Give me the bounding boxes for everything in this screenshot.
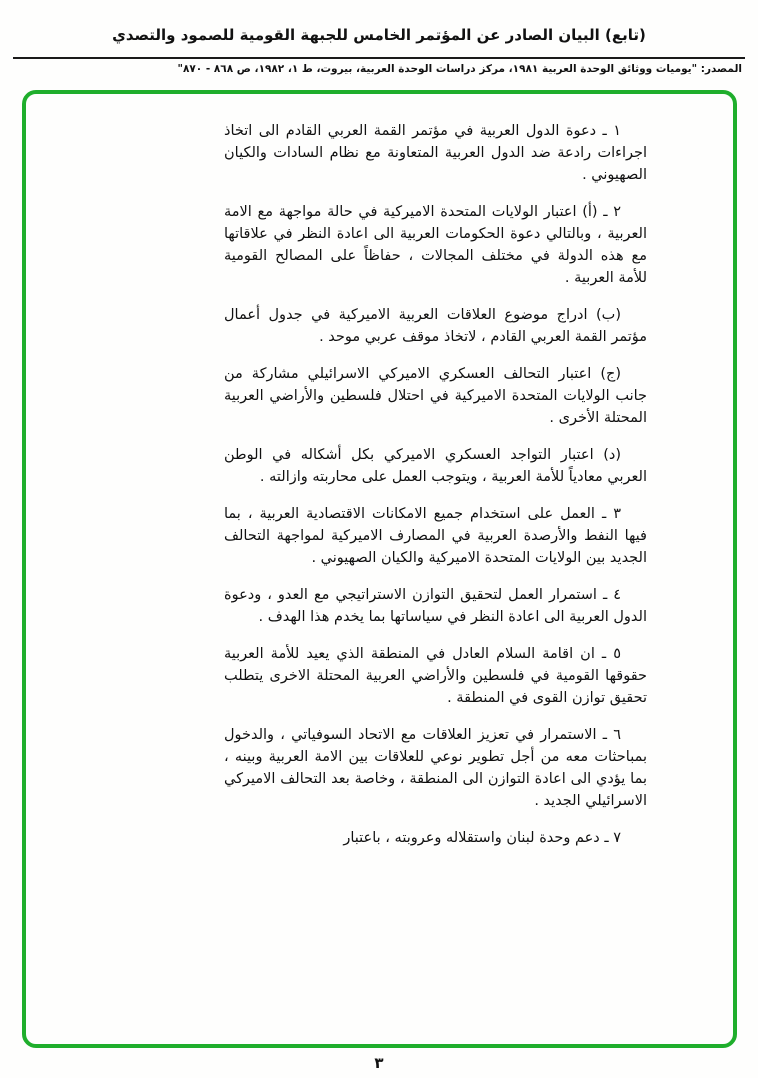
paragraph-2c: (ج) اعتبار التحالف العسكري الاميركي الاسرائيلي مشاركة من جانب الولايات المتحدة الاميركية في احتلال فلسطين والأراضي العربية المحتلة الأخرى . bbox=[224, 366, 647, 426]
paragraph-7: ٧ ـ دعم وحدة لبنان واستقلاله وعروبته ، باعتبار bbox=[343, 830, 621, 846]
green-border-frame bbox=[22, 90, 737, 1048]
paragraph-6: ٦ ـ الاستمرار في تعزيز العلاقات مع الاتحاد السوفياتي ، والدخول بمباحثات معه من أجل تطوير نوعي للعلاقات بين الامة العربية وبينه ، بما يؤدي الى اعادة التوازن الى المنطقة ، وخاصة بعد التحالف الاميركي الاسرائيلي الجديد . bbox=[224, 727, 647, 809]
page-number: ٣ bbox=[374, 1054, 384, 1072]
paragraph-2b: (ب) ادراج موضوع العلاقات العربية الاميركية في جدول أعمال مؤتمر القمة العربي القادم ، لاتخاذ موقف عربي موحد . bbox=[224, 307, 647, 345]
header-divider bbox=[13, 57, 745, 59]
paragraph-5: ٥ ـ ان اقامة السلام العادل في المنطقة الذي يعيد للأمة العربية حقوقها القومية في فلسطين والأراضي العربية المحتلة الاخرى يتطلب تحقيق توازن القوى في المنطقة . bbox=[224, 646, 647, 706]
paragraph-1: ١ ـ دعوة الدول العربية في مؤتمر القمة العربي القادم الى اتخاذ اجراءات رادعة ضد الدول العربية المتعاونة مع نظام السادات والكيان الصهيوني . bbox=[224, 123, 647, 183]
paragraph-2d: (د) اعتبار التواجد العسكري الاميركي بكل أشكاله في الوطن العربي معادياً للأمة العربية ، ويتوجب العمل على محاربته وازالته . bbox=[224, 447, 647, 485]
document-title: (تابع) البيان الصادر عن المؤتمر الخامس للجبهة القومية للصمود والتصدي bbox=[112, 26, 646, 44]
paragraph-2a: ٢ ـ (أ) اعتبار الولايات المتحدة الاميركية في حالة مواجهة مع الامة العربية ، وبالتالي دعوة الحكومات العربية الى اعادة النظر في علاقاتها مع هذه الدولة في مختلف المجالات ، حفاظاً على المصالح القومية للأمة العربية . bbox=[224, 204, 647, 286]
paragraph-3: ٣ ـ العمل على استخدام جميع الامكانات الاقتصادية العربية ، بما فيها النفط والأرصدة العربية في المصارف الاميركية لمواجهة التحالف الجديد بين الولايات المتحدة الاميركية والكيان الصهيوني . bbox=[224, 506, 647, 566]
source-citation: المصدر: "يوميات ووثائق الوحدة العربية ١٩٨١، مركز دراسات الوحدة العربية، بيروت، ط ١، ١٩٨٢، ص ٨٦٨ - ٨٧٠" bbox=[177, 63, 742, 75]
paragraph-4: ٤ ـ استمرار العمل لتحقيق التوازن الاستراتيجي مع العدو ، ودعوة الدول العربية الى اعادة النظر في سياساتها بما يخدم هذا الهدف . bbox=[224, 587, 647, 625]
